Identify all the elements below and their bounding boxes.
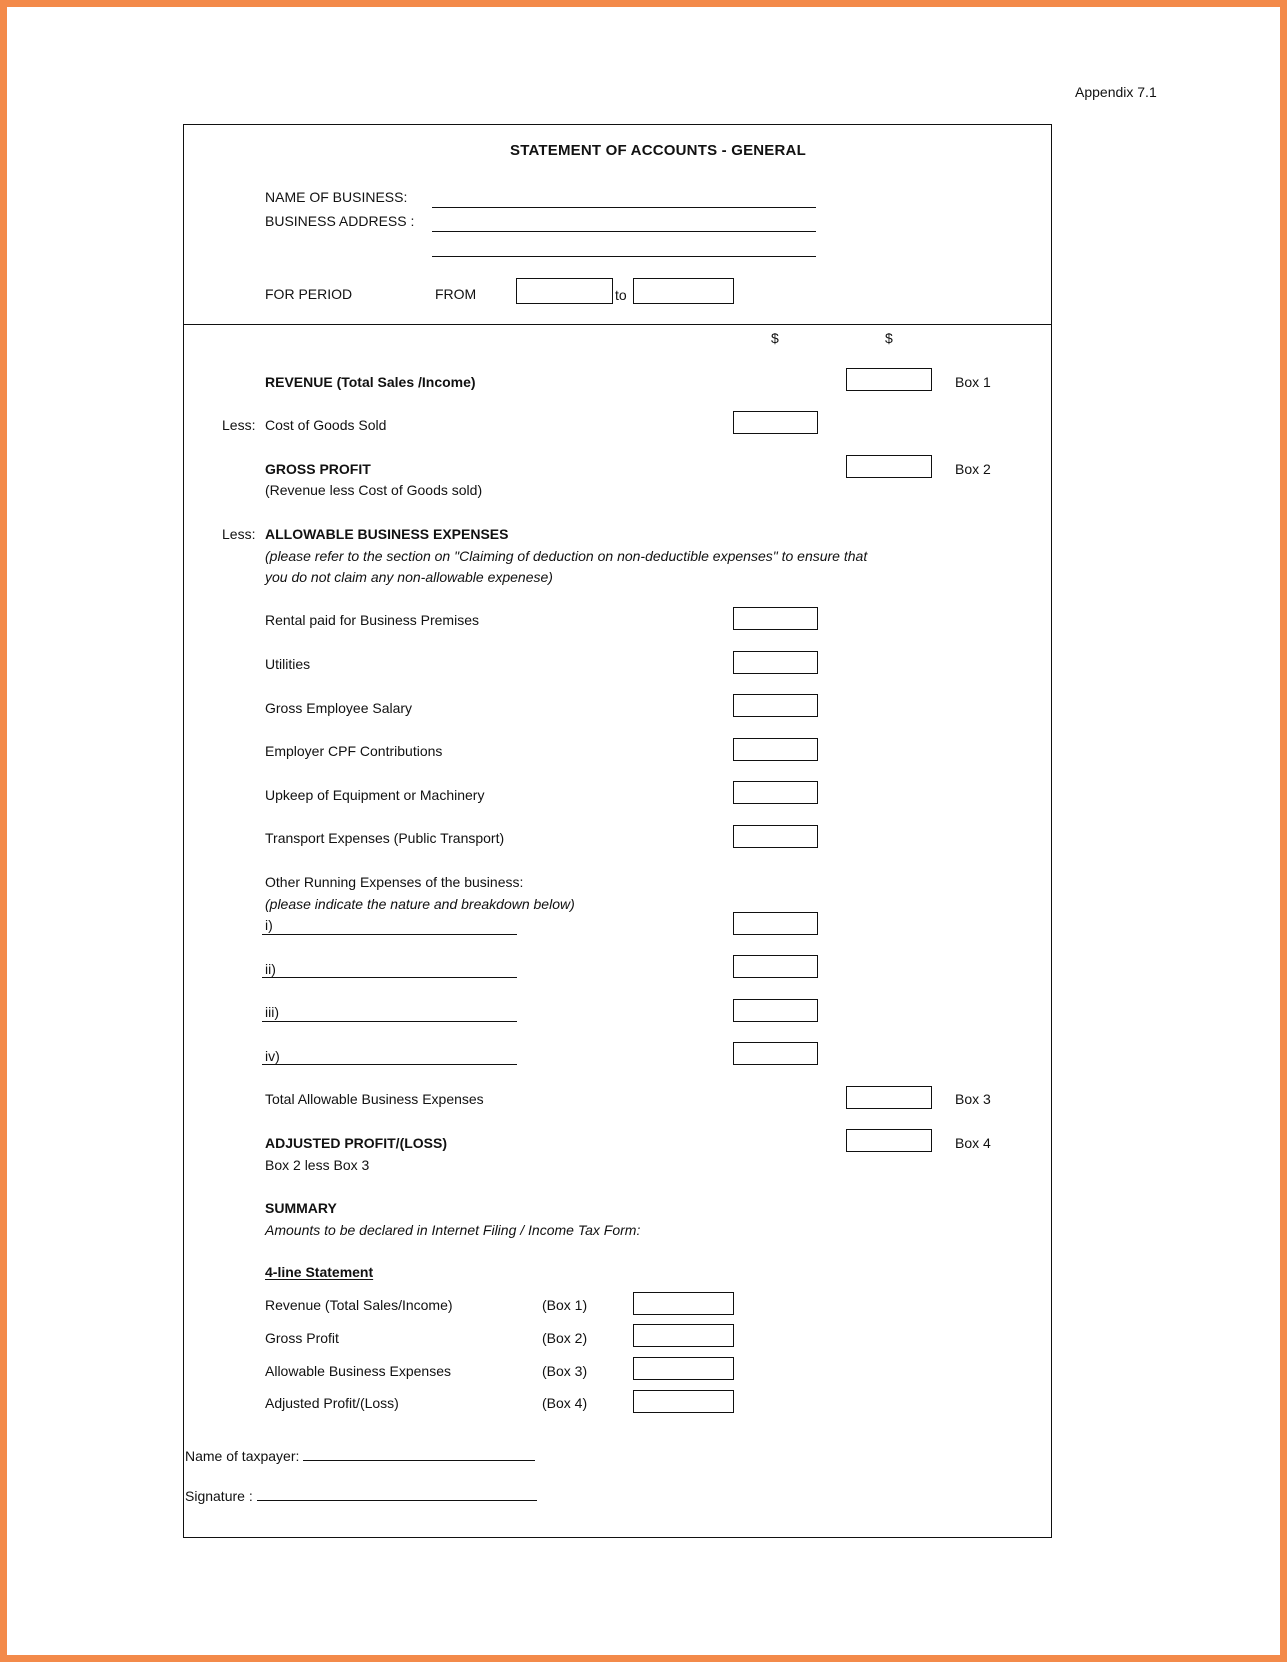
box3-label: Box 3 [955,1091,991,1107]
box3-field[interactable] [846,1086,932,1109]
adjusted-profit-label: ADJUSTED PROFIT/(LOSS) [265,1135,448,1151]
taxpayer-name-row [185,1446,535,1465]
summary-row-label-4: Adjusted Profit/(Loss) [265,1395,399,1411]
expense-field-salary[interactable] [733,694,818,717]
summary-row-label-3: Allowable Business Expenses [265,1363,451,1379]
summary-row-ref-1: (Box 1) [542,1297,588,1313]
other-item-line-4[interactable] [262,1064,517,1065]
summary-row-ref-3: (Box 3) [542,1363,588,1379]
other-expenses-note: (please indicate the nature and breakdown below) [265,896,575,912]
period-from-field[interactable] [516,278,613,304]
box2-label: Box 2 [955,461,991,477]
period-to-field[interactable] [633,278,734,304]
adjusted-profit-sub: Box 2 less Box 3 [265,1157,370,1173]
expense-field-cpf[interactable] [733,738,818,761]
form-title: STATEMENT OF ACCOUNTS - GENERAL [510,142,806,159]
taxpayer-name-label: Name of taxpayer: [185,1448,300,1464]
header-divider [183,324,1052,325]
currency-col1: $ [771,330,779,346]
signature-row [185,1486,537,1505]
name-of-business-label: NAME OF BUSINESS: [265,189,408,205]
other-item-label-2: ii) [265,961,276,977]
other-expenses-label: Other Running Expenses of the business: [265,874,524,890]
expenses-note-1: (please refer to the section on "Claiming of deduction on non-deductible expenses" to ensure that [265,548,868,564]
expense-label-salary: Gross Employee Salary [265,700,413,716]
business-address-field-1[interactable] [432,231,816,232]
other-item-field-2[interactable] [733,955,818,978]
summary-field-1[interactable] [633,1292,734,1315]
summary-heading: SUMMARY [265,1200,337,1216]
to-label: to [615,287,627,303]
expense-field-transport[interactable] [733,825,818,848]
summary-field-3[interactable] [633,1357,734,1380]
four-line-statement-title: 4-line Statement [265,1264,374,1280]
summary-note: Amounts to be declared in Internet Filing / Income Tax Form: [265,1222,641,1238]
expense-label-utilities: Utilities [265,656,311,672]
box2-field[interactable] [846,455,932,478]
summary-field-2[interactable] [633,1324,734,1347]
other-item-line-3[interactable] [262,1021,517,1022]
signature-field[interactable] [257,1486,537,1501]
taxpayer-name-field[interactable] [303,1446,535,1461]
for-period-label: FOR PERIOD [265,286,353,302]
currency-col2: $ [885,330,893,346]
expense-label-rental: Rental paid for Business Premises [265,612,479,628]
from-label: FROM [435,286,477,302]
total-expenses-label: Total Allowable Business Expenses [265,1091,484,1107]
summary-row-ref-2: (Box 2) [542,1330,588,1346]
other-item-line-1[interactable] [262,934,517,935]
other-item-label-4: iv) [265,1048,280,1064]
box4-label: Box 4 [955,1135,991,1151]
expense-field-utilities[interactable] [733,651,818,674]
less-label-expenses: Less: [222,526,256,542]
summary-row-label-2: Gross Profit [265,1330,339,1346]
other-item-field-4[interactable] [733,1042,818,1065]
business-address-label: BUSINESS ADDRESS : [265,213,415,229]
other-item-field-1[interactable] [733,912,818,935]
other-item-field-3[interactable] [733,999,818,1022]
box1-field[interactable] [846,368,932,391]
revenue-label: REVENUE (Total Sales /Income) [265,374,476,390]
appendix-label: Appendix 7.1 [1075,84,1157,100]
signature-label: Signature : [185,1488,253,1504]
gross-profit-label: GROSS PROFIT [265,461,371,477]
summary-field-4[interactable] [633,1390,734,1413]
less-label-cogs: Less: [222,417,256,433]
expense-label-transport: Transport Expenses (Public Transport) [265,830,505,846]
name-of-business-field[interactable] [432,207,816,208]
box1-label: Box 1 [955,374,991,390]
cogs-label: Cost of Goods Sold [265,417,387,433]
expenses-heading: ALLOWABLE BUSINESS EXPENSES [265,526,509,542]
other-item-label-3: iii) [265,1004,279,1020]
summary-row-ref-4: (Box 4) [542,1395,588,1411]
gross-profit-sub: (Revenue less Cost of Goods sold) [265,482,483,498]
other-item-label-1: i) [265,917,273,933]
expenses-note-2: you do not claim any non-allowable expenese) [265,569,553,585]
expense-field-rental[interactable] [733,607,818,630]
expense-label-upkeep: Upkeep of Equipment or Machinery [265,787,485,803]
box4-field[interactable] [846,1129,932,1152]
expense-label-cpf: Employer CPF Contributions [265,743,443,759]
cogs-field[interactable] [733,411,818,434]
summary-row-label-1: Revenue (Total Sales/Income) [265,1297,453,1313]
other-item-line-2[interactable] [262,977,517,978]
expense-field-upkeep[interactable] [733,781,818,804]
business-address-field-2[interactable] [432,256,816,257]
